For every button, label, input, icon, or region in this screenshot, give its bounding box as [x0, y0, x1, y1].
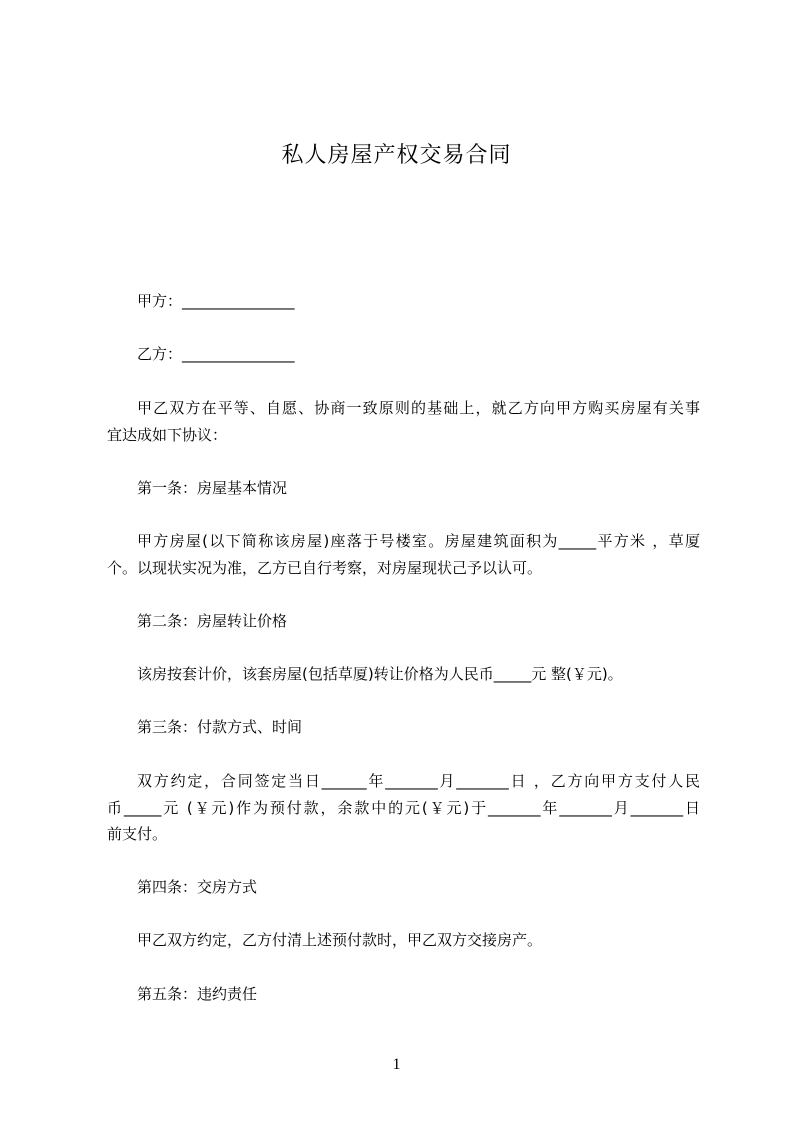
article-3-heading: 第三条：付款方式、时间	[137, 718, 303, 736]
article-1-line-2: 个。以现状实况为准，乙方已自行考察，对房屋现状己予以认可。	[107, 559, 543, 577]
article-5-heading: 第五条：违约责任	[137, 985, 258, 1003]
article-4-line-1: 甲乙双方约定，乙方付清上述预付款时，甲乙双方交接房产。	[137, 931, 543, 949]
page-number: 1	[392, 1056, 401, 1073]
article-3-line-1: 双方约定，合同签定当日______年_______月_______日 ，乙方向甲方支付人民	[137, 772, 700, 790]
article-4-heading: 第四条：交房方式	[137, 878, 258, 896]
article-1-line-1: 甲方房屋(以下简称该房屋)座落于号楼室。房屋建筑面积为_____平方米 ，草厦	[137, 532, 700, 550]
article-3-line-3: 前支付。	[107, 825, 168, 843]
party-b-line: 乙方：_______________	[137, 345, 295, 363]
party-a-line: 甲方：_______________	[137, 292, 295, 310]
article-3-line-2: 币_____元 (￥元)作为预付款，余款中的元(￥元)于_______年_______月_______日	[107, 799, 700, 817]
article-2-heading: 第二条：房屋转让价格	[137, 612, 288, 630]
article-2-line-1: 该房按套计价，该套房屋(包括草厦)转让价格为人民币_____元 整(￥元)。	[137, 665, 623, 683]
intro-line-2: 宜达成如下协议：	[107, 426, 228, 444]
intro-line-1: 甲乙双方在平等、自愿、协商一致原则的基础上，就乙方向甲方购买房屋有关事	[137, 399, 700, 417]
article-1-heading: 第一条：房屋基本情况	[137, 479, 288, 497]
document-title: 私人房屋产权交易合同	[281, 143, 512, 168]
